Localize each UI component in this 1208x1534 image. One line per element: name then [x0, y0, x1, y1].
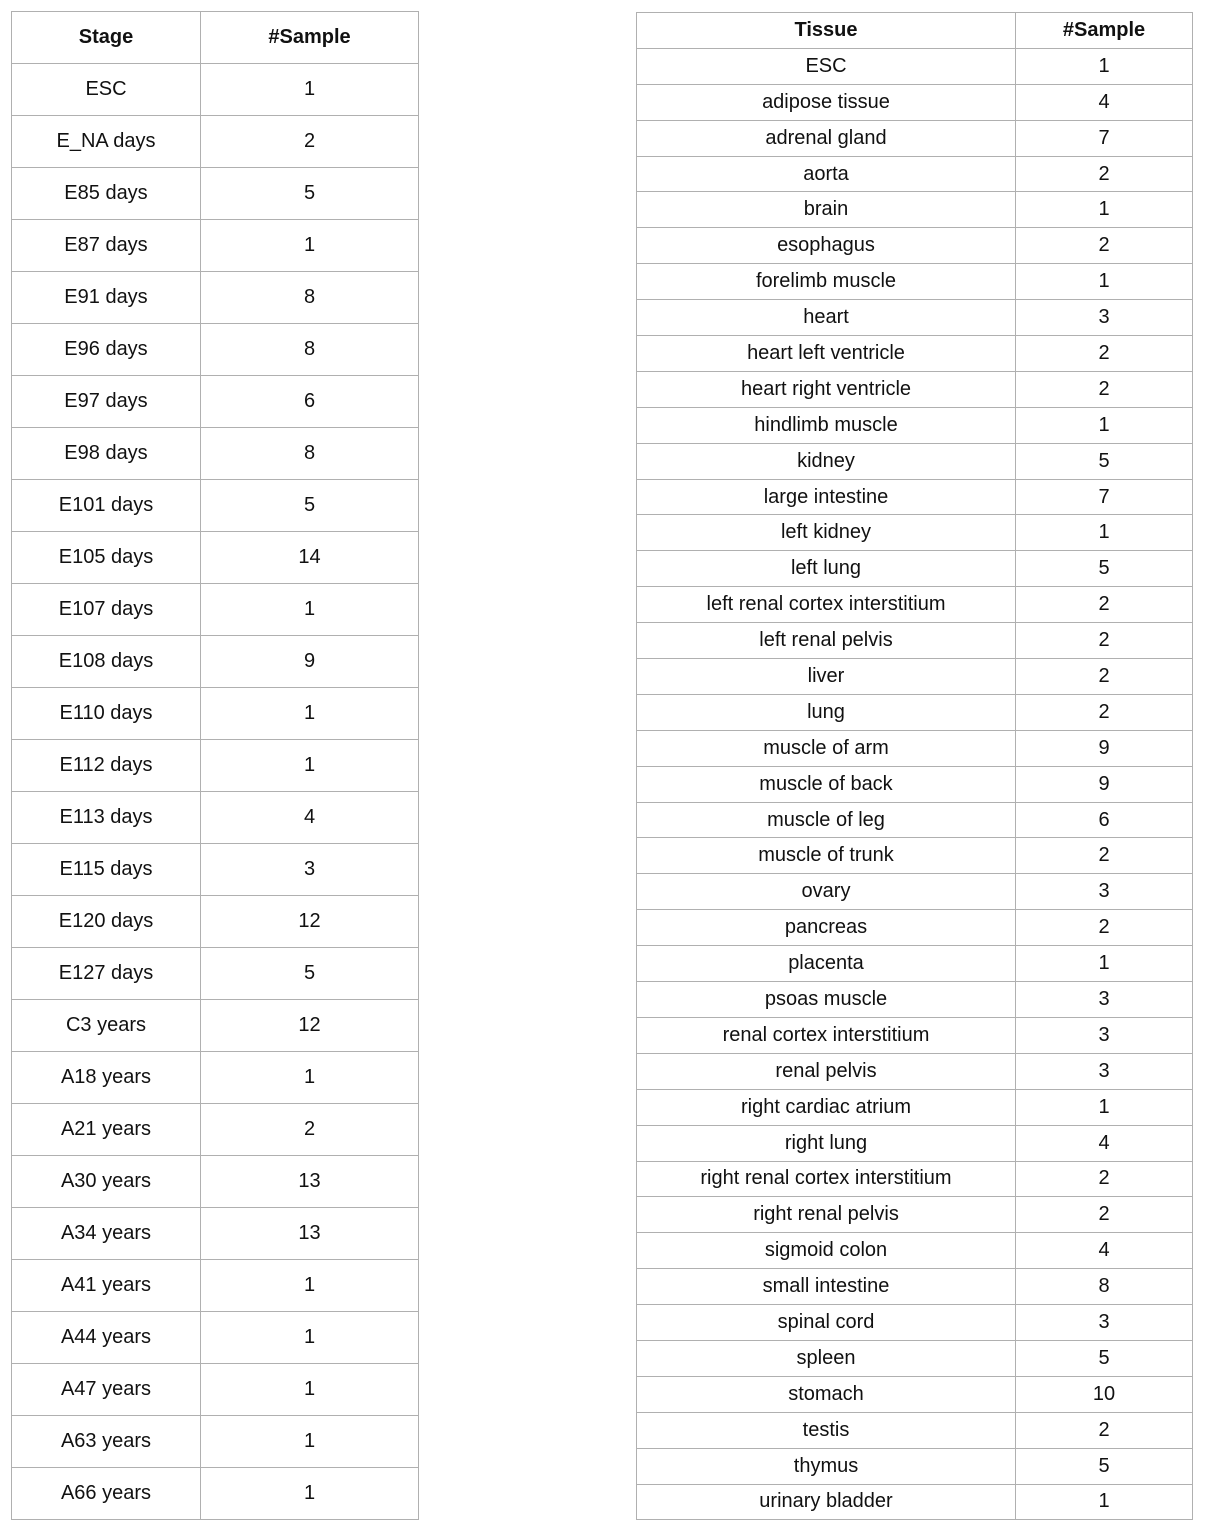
sample-count-cell: 1 — [201, 220, 419, 272]
table-row — [12, 168, 419, 220]
sample-count-cell: 7 — [1016, 479, 1193, 515]
label-cell: aorta — [637, 156, 1016, 192]
table-row — [12, 64, 419, 116]
label-cell: left renal cortex interstitium — [637, 587, 1016, 623]
sample-count-cell: 5 — [201, 480, 419, 532]
sample-count-cell: 8 — [201, 272, 419, 324]
table-row — [637, 1269, 1193, 1305]
sample-count-cell: 1 — [1016, 264, 1193, 300]
sample-count-cell: 5 — [1016, 551, 1193, 587]
table-row — [637, 300, 1193, 336]
sample-count-cell: 9 — [1016, 730, 1193, 766]
table-row — [637, 192, 1193, 228]
table-row — [12, 792, 419, 844]
label-cell: A30 years — [12, 1156, 201, 1208]
sample-count-cell: 2 — [1016, 156, 1193, 192]
column-header-stage: Stage — [12, 12, 201, 64]
table-row — [637, 84, 1193, 120]
label-cell: A18 years — [12, 1052, 201, 1104]
label-cell: sigmoid colon — [637, 1233, 1016, 1269]
table-row — [637, 874, 1193, 910]
table-row — [637, 515, 1193, 551]
label-cell: spinal cord — [637, 1305, 1016, 1341]
table-row — [637, 479, 1193, 515]
table-row — [12, 116, 419, 168]
table-row — [12, 844, 419, 896]
sample-count-cell: 1 — [201, 1468, 419, 1520]
label-cell: E91 days — [12, 272, 201, 324]
table-row — [637, 264, 1193, 300]
table-row — [12, 480, 419, 532]
label-cell: adrenal gland — [637, 120, 1016, 156]
sample-count-cell: 1 — [201, 584, 419, 636]
sample-count-cell: 9 — [201, 636, 419, 688]
sample-count-cell: 8 — [1016, 1269, 1193, 1305]
sample-count-cell: 3 — [1016, 1053, 1193, 1089]
sample-count-cell: 5 — [201, 168, 419, 220]
table-row — [637, 120, 1193, 156]
label-cell: E96 days — [12, 324, 201, 376]
table-row — [12, 584, 419, 636]
sample-count-cell: 13 — [201, 1208, 419, 1260]
sample-count-cell: 2 — [1016, 1412, 1193, 1448]
sample-count-cell: 3 — [1016, 874, 1193, 910]
label-cell: renal cortex interstitium — [637, 1017, 1016, 1053]
sample-count-cell: 2 — [1016, 587, 1193, 623]
label-cell: muscle of back — [637, 766, 1016, 802]
sample-count-cell: 1 — [1016, 1484, 1193, 1520]
table-row — [637, 694, 1193, 730]
label-cell: small intestine — [637, 1269, 1016, 1305]
label-cell: E113 days — [12, 792, 201, 844]
table-row — [12, 272, 419, 324]
label-cell: A66 years — [12, 1468, 201, 1520]
sample-count-cell: 12 — [201, 1000, 419, 1052]
label-cell: E87 days — [12, 220, 201, 272]
table-row — [637, 730, 1193, 766]
table-row — [12, 532, 419, 584]
table-row — [637, 1448, 1193, 1484]
table-row — [12, 1312, 419, 1364]
label-cell: E115 days — [12, 844, 201, 896]
table-row — [637, 1305, 1193, 1341]
sample-count-cell: 1 — [1016, 48, 1193, 84]
label-cell: spleen — [637, 1340, 1016, 1376]
label-cell: muscle of leg — [637, 802, 1016, 838]
sample-count-cell: 1 — [1016, 192, 1193, 228]
table-row — [637, 443, 1193, 479]
label-cell: ESC — [637, 48, 1016, 84]
label-cell: right cardiac atrium — [637, 1089, 1016, 1125]
table-row — [637, 659, 1193, 695]
sample-count-cell: 2 — [1016, 694, 1193, 730]
label-cell: A44 years — [12, 1312, 201, 1364]
sample-count-cell: 4 — [1016, 84, 1193, 120]
sample-count-cell: 7 — [1016, 120, 1193, 156]
label-cell: right renal cortex interstitium — [637, 1161, 1016, 1197]
sample-count-cell: 1 — [201, 1416, 419, 1468]
table-row — [12, 896, 419, 948]
table-row — [12, 1156, 419, 1208]
label-cell: E105 days — [12, 532, 201, 584]
table-row — [637, 1161, 1193, 1197]
table-row — [12, 1260, 419, 1312]
label-cell: E101 days — [12, 480, 201, 532]
label-cell: left renal pelvis — [637, 623, 1016, 659]
sample-count-cell: 5 — [201, 948, 419, 1000]
column-header-sample: #Sample — [1016, 13, 1193, 49]
sample-count-cell: 1 — [1016, 946, 1193, 982]
label-cell: urinary bladder — [637, 1484, 1016, 1520]
sample-count-cell: 1 — [1016, 407, 1193, 443]
label-cell: ESC — [12, 64, 201, 116]
sample-count-cell: 4 — [1016, 1233, 1193, 1269]
label-cell: thymus — [637, 1448, 1016, 1484]
tissue-table — [636, 12, 1193, 1520]
table-row — [637, 407, 1193, 443]
table-row — [637, 228, 1193, 264]
table-row — [12, 1000, 419, 1052]
table-row — [637, 1412, 1193, 1448]
table-row — [637, 1376, 1193, 1412]
column-header-sample: #Sample — [201, 12, 419, 64]
label-cell: E_NA days — [12, 116, 201, 168]
label-cell: right lung — [637, 1125, 1016, 1161]
label-cell: ovary — [637, 874, 1016, 910]
table-row — [12, 948, 419, 1000]
table-row — [637, 838, 1193, 874]
table-row — [637, 982, 1193, 1018]
table-row — [637, 1233, 1193, 1269]
label-cell: E110 days — [12, 688, 201, 740]
table-row — [637, 802, 1193, 838]
table-row — [637, 1340, 1193, 1376]
sample-count-cell: 5 — [1016, 1340, 1193, 1376]
sample-count-cell: 2 — [1016, 910, 1193, 946]
sample-count-cell: 3 — [1016, 982, 1193, 1018]
label-cell: E107 days — [12, 584, 201, 636]
table-row — [637, 623, 1193, 659]
sample-count-cell: 2 — [1016, 228, 1193, 264]
label-cell: muscle of arm — [637, 730, 1016, 766]
header-row — [637, 13, 1193, 49]
label-cell: left lung — [637, 551, 1016, 587]
sample-count-cell: 2 — [201, 116, 419, 168]
sample-count-cell: 2 — [1016, 371, 1193, 407]
label-cell: E98 days — [12, 428, 201, 480]
sample-count-cell: 1 — [201, 64, 419, 116]
sample-count-cell: 2 — [1016, 336, 1193, 372]
label-cell: E97 days — [12, 376, 201, 428]
sample-count-cell: 3 — [1016, 300, 1193, 336]
label-cell: large intestine — [637, 479, 1016, 515]
table-row — [637, 946, 1193, 982]
label-cell: kidney — [637, 443, 1016, 479]
table-row — [637, 48, 1193, 84]
sample-count-cell: 9 — [1016, 766, 1193, 802]
label-cell: left kidney — [637, 515, 1016, 551]
sample-count-cell: 1 — [201, 740, 419, 792]
table-row — [637, 910, 1193, 946]
label-cell: E120 days — [12, 896, 201, 948]
table-row — [12, 1364, 419, 1416]
sample-count-cell: 13 — [201, 1156, 419, 1208]
sample-count-cell: 1 — [201, 1312, 419, 1364]
label-cell: A21 years — [12, 1104, 201, 1156]
sample-count-cell: 6 — [201, 376, 419, 428]
sample-count-cell: 10 — [1016, 1376, 1193, 1412]
label-cell: lung — [637, 694, 1016, 730]
table-row — [637, 1484, 1193, 1520]
table-row — [12, 636, 419, 688]
table-row — [637, 156, 1193, 192]
sample-count-cell: 3 — [201, 844, 419, 896]
table-row — [637, 551, 1193, 587]
sample-count-cell: 2 — [1016, 1197, 1193, 1233]
sample-count-cell: 3 — [1016, 1305, 1193, 1341]
sample-count-cell: 4 — [1016, 1125, 1193, 1161]
label-cell: placenta — [637, 946, 1016, 982]
sample-count-cell: 1 — [201, 1260, 419, 1312]
table-row — [12, 428, 419, 480]
sample-count-cell: 2 — [1016, 659, 1193, 695]
label-cell: heart left ventricle — [637, 336, 1016, 372]
table-row — [12, 220, 419, 272]
stage-table-body — [12, 64, 419, 1520]
label-cell: heart — [637, 300, 1016, 336]
label-cell: right renal pelvis — [637, 1197, 1016, 1233]
sample-count-cell: 2 — [1016, 623, 1193, 659]
table-row — [637, 1197, 1193, 1233]
label-cell: A34 years — [12, 1208, 201, 1260]
label-cell: E127 days — [12, 948, 201, 1000]
sample-count-cell: 1 — [201, 1052, 419, 1104]
sample-count-cell: 4 — [201, 792, 419, 844]
table-row — [12, 1208, 419, 1260]
label-cell: A47 years — [12, 1364, 201, 1416]
label-cell: pancreas — [637, 910, 1016, 946]
table-row — [637, 336, 1193, 372]
table-row — [12, 1416, 419, 1468]
sample-count-cell: 12 — [201, 896, 419, 948]
table-row — [12, 740, 419, 792]
label-cell: heart right ventricle — [637, 371, 1016, 407]
sample-count-cell: 8 — [201, 428, 419, 480]
label-cell: E112 days — [12, 740, 201, 792]
table-row — [12, 376, 419, 428]
label-cell: esophagus — [637, 228, 1016, 264]
label-cell: E108 days — [12, 636, 201, 688]
sample-count-cell: 3 — [1016, 1017, 1193, 1053]
table-row — [637, 766, 1193, 802]
sample-count-cell: 2 — [1016, 1161, 1193, 1197]
tissue-table-body — [637, 48, 1193, 1520]
table-row — [637, 1089, 1193, 1125]
table-row — [637, 587, 1193, 623]
sample-count-cell: 2 — [1016, 838, 1193, 874]
sample-count-cell: 14 — [201, 532, 419, 584]
table-row — [637, 371, 1193, 407]
sample-count-cell: 1 — [1016, 515, 1193, 551]
table-row — [12, 1104, 419, 1156]
label-cell: psoas muscle — [637, 982, 1016, 1018]
table-row — [637, 1125, 1193, 1161]
sample-count-cell: 1 — [1016, 1089, 1193, 1125]
sample-count-cell: 5 — [1016, 1448, 1193, 1484]
label-cell: renal pelvis — [637, 1053, 1016, 1089]
table-row — [637, 1053, 1193, 1089]
label-cell: testis — [637, 1412, 1016, 1448]
label-cell: C3 years — [12, 1000, 201, 1052]
table-row — [637, 1017, 1193, 1053]
label-cell: forelimb muscle — [637, 264, 1016, 300]
label-cell: stomach — [637, 1376, 1016, 1412]
label-cell: liver — [637, 659, 1016, 695]
table-row — [12, 324, 419, 376]
sample-count-cell: 8 — [201, 324, 419, 376]
sample-count-cell: 1 — [201, 1364, 419, 1416]
sample-count-cell: 5 — [1016, 443, 1193, 479]
label-cell: hindlimb muscle — [637, 407, 1016, 443]
sample-count-cell: 2 — [201, 1104, 419, 1156]
table-row — [12, 1052, 419, 1104]
label-cell: E85 days — [12, 168, 201, 220]
sample-count-cell: 6 — [1016, 802, 1193, 838]
label-cell: A41 years — [12, 1260, 201, 1312]
label-cell: A63 years — [12, 1416, 201, 1468]
label-cell: muscle of trunk — [637, 838, 1016, 874]
label-cell: brain — [637, 192, 1016, 228]
table-row — [12, 1468, 419, 1520]
header-row — [12, 12, 419, 64]
table-row — [12, 688, 419, 740]
column-header-tissue: Tissue — [637, 13, 1016, 49]
stage-table — [11, 11, 419, 1520]
sample-count-cell: 1 — [201, 688, 419, 740]
label-cell: adipose tissue — [637, 84, 1016, 120]
